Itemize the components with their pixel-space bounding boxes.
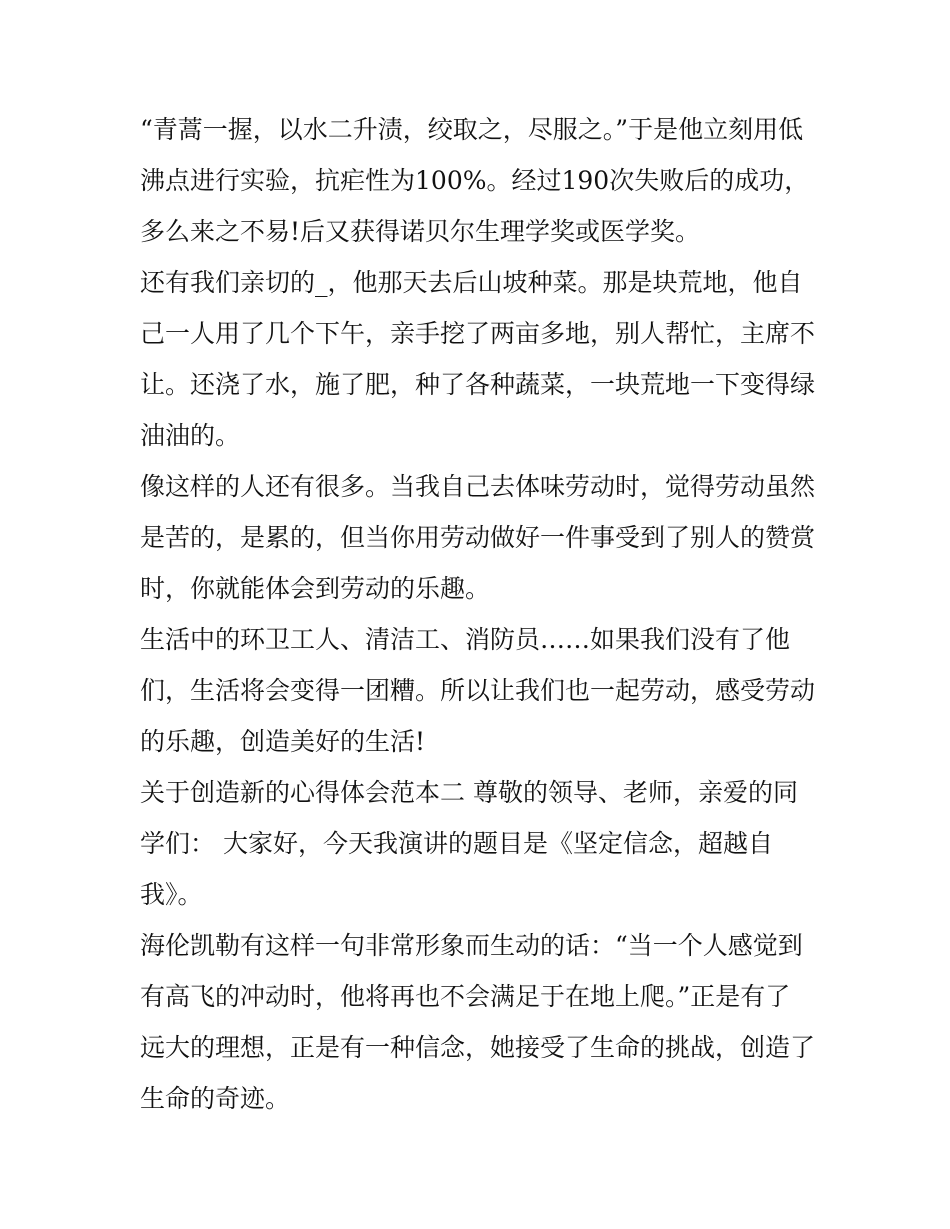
text-line: 的乐趣，创造美好的生活! [140, 727, 426, 756]
text-line: 多么来之不易!后又获得诺贝尔生理学奖或医学奖。 [140, 217, 701, 246]
text-line: 学们： 大家好，今天我演讲的题目是《坚定信念，超越自 [140, 829, 773, 858]
text-line: 生活中的环卫工人、清洁工、消防员……如果我们没有了他 [140, 625, 791, 654]
text-line: 时，你就能体会到劳动的乐趣。 [140, 574, 491, 603]
text-line: 生命的奇迹。 [140, 1084, 291, 1113]
text-line: 我》。 [140, 880, 203, 909]
text-line: 油油的。 [140, 421, 241, 450]
text-line: 们，生活将会变得一团糟。所以让我们也一起劳动，感受劳动 [140, 676, 816, 705]
text-line: 沸点进行实验，抗疟性为100%。经过190次失败后的成功， [140, 166, 810, 195]
text-line: 关于创造新的心得体会范本二 尊敬的领导、老师，亲爱的同 [140, 778, 798, 807]
text-line: 远大的理想，正是有一种信念，她接受了生命的挑战，创造了 [140, 1033, 816, 1062]
text-line: 还有我们亲切的_，他那天去后山坡种菜。那是块荒地，他自 [140, 268, 803, 297]
text-line: 是苦的，是累的，但当你用劳动做好一件事受到了别人的赞赏 [140, 523, 816, 552]
text-line: 有高飞的冲动时，他将再也不会满足于在地上爬。”正是有了 [140, 982, 791, 1011]
text-line: 海伦凯勒有这样一句非常形象而生动的话：“当一个人感觉到 [140, 931, 803, 960]
text-line: 像这样的人还有很多。当我自己去体味劳动时，觉得劳动虽然 [140, 472, 816, 501]
text-line: 让。还浇了水，施了肥，种了各种蔬菜，一块荒地一下变得绿 [140, 370, 816, 399]
text-line: 己一人用了几个下午，亲手挖了两亩多地，别人帮忙，主席不 [140, 319, 816, 348]
text-line: “青蒿一握，以水二升渍，绞取之，尽服之。”于是他立刻用低 [140, 115, 804, 144]
